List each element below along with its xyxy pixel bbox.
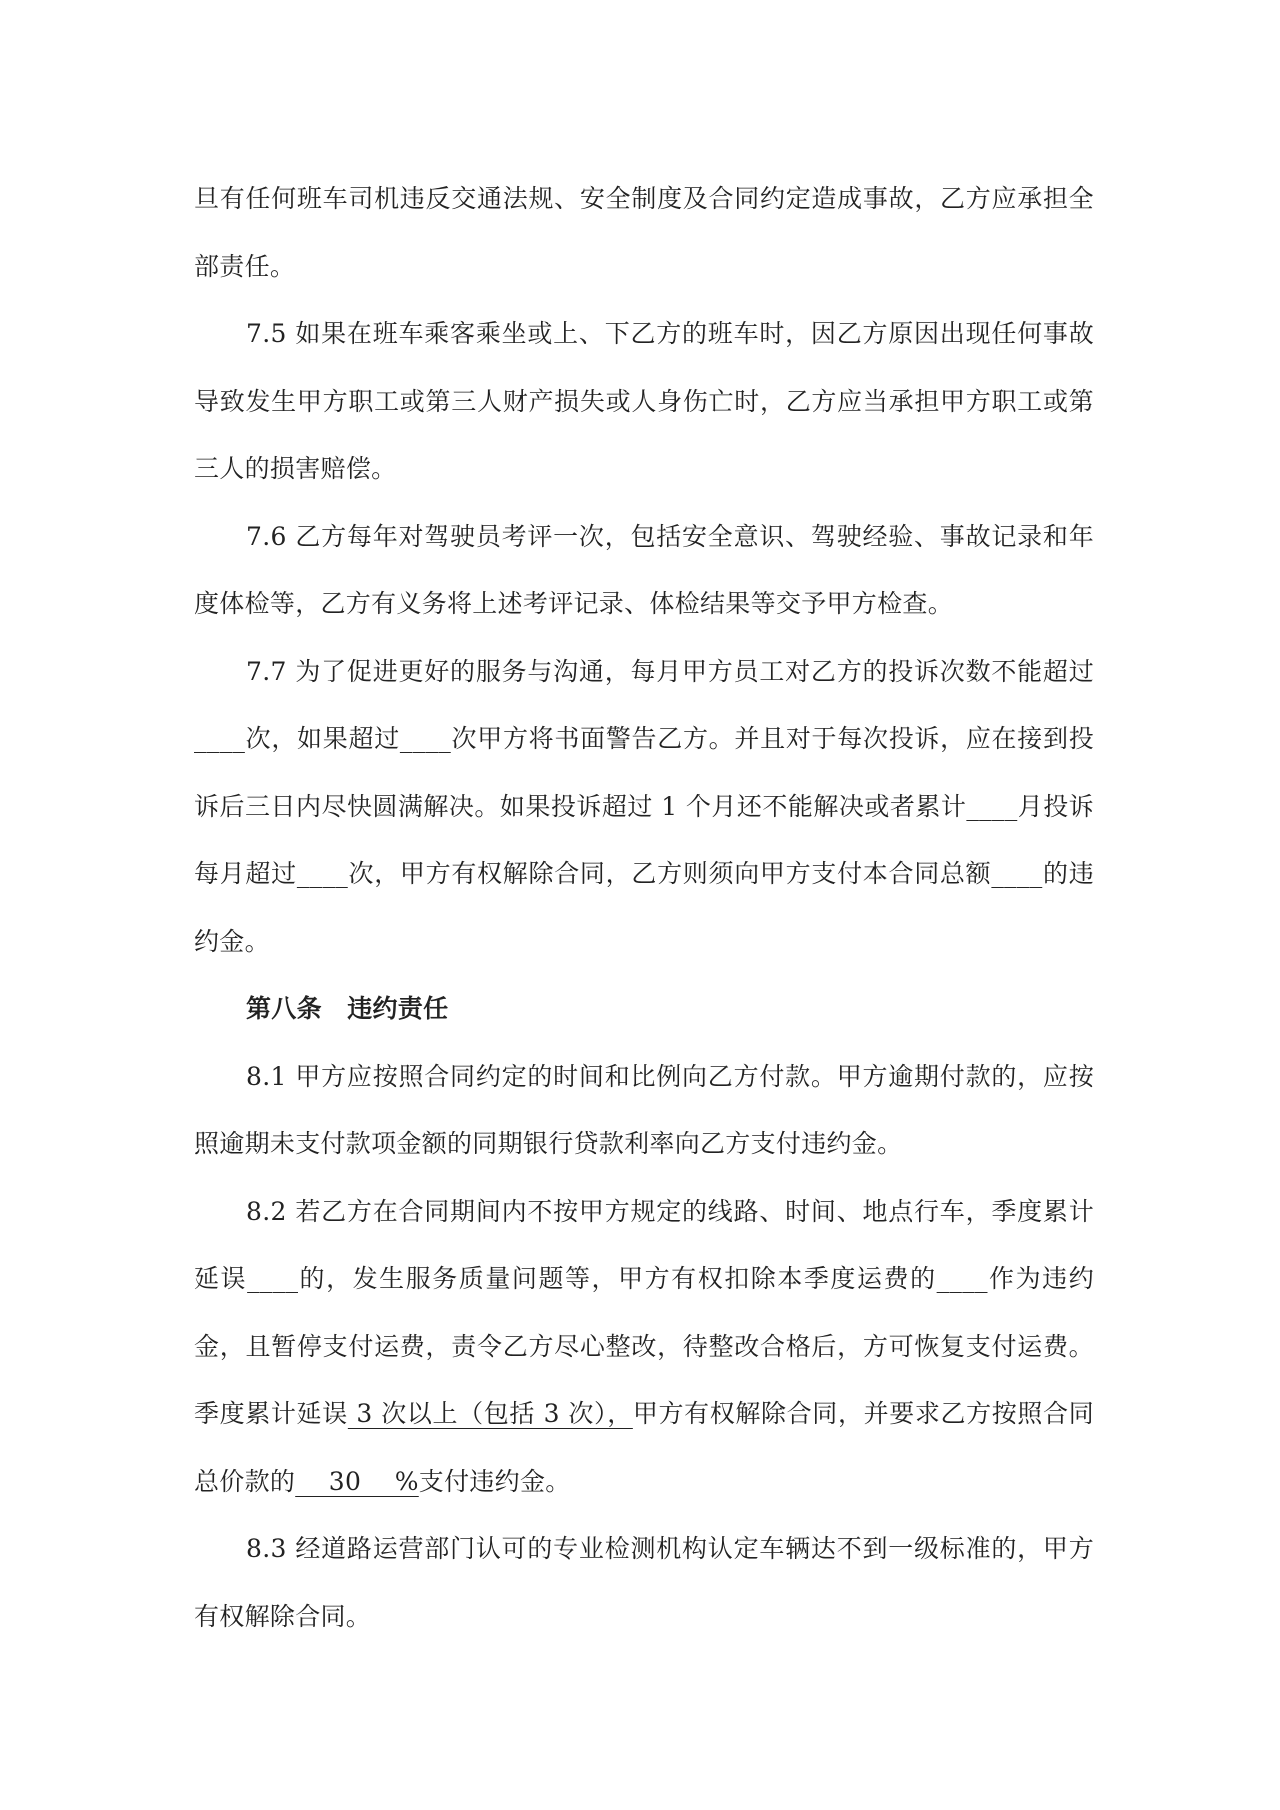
paragraph-7-6: 7.6 乙方每年对驾驶员考评一次，包括安全意识、驾驶经验、事故记录和年度体检等，乙方有义务将上述考评记录、体检结果等交予甲方检查。: [194, 521, 1094, 618]
document-body: [194, 165, 1094, 1650]
paragraph-8-2-text-b: 甲方有权解除合同，并要求乙方按照合同总价款的: [194, 1399, 1094, 1496]
paragraph-7-4-continued: 旦有任何班车司机违反交通法规、安全制度及合同约定造成事故，乙方应承担全部责任。: [194, 184, 1094, 281]
section-heading-article-8: 第八条 违约责任: [246, 994, 449, 1023]
paragraph-8-3: 8.3 经道路运营部门认可的专业检测机构认定车辆达不到一级标准的，甲方有权解除合同。: [194, 1534, 1094, 1631]
paragraph-8-2-text-a: 8.2 若乙方在合同期间内不按甲方规定的线路、时间、地点行车，季度累计延误____的，发生服务质量问题等，甲方有权扣除本季度运费的____作为违约金，且暂停支付运费，责令乙方尽心整改，待整改合格后，方可恢复支付运费。季度累计延误: [194, 1196, 1094, 1428]
underlined-penalty-percent: 30 %: [295, 1466, 419, 1496]
paragraph-8-1: 8.1 甲方应按照合同约定的时间和比例向乙方付款。甲方逾期付款的，应按照逾期未支付款项金额的同期银行贷款利率向乙方支付违约金。: [194, 1061, 1094, 1158]
paragraph-7-7: 7.7 为了促进更好的服务与沟通，每月甲方员工对乙方的投诉次数不能超过____次，如果超过____次甲方将书面警告乙方。并且对于每次投诉，应在接到投诉后三日内尽快圆满解决。如果投诉超过 1 个月还不能解决或者累计____月投诉每月超过____次，甲方有权解除合同，乙方则须向甲方支付本合同总额____的违约金。: [194, 656, 1094, 956]
underlined-delay-count: 3 次以上（包括 3 次），: [347, 1399, 633, 1428]
paragraph-8-2: [194, 1178, 1094, 1516]
paragraph-8-2-text-c: 支付违约金。: [418, 1466, 571, 1496]
paragraph-7-5: 7.5 如果在班车乘客乘坐或上、下乙方的班车时，因乙方原因出现任何事故导致发生甲方职工或第三人财产损失或人身伤亡时，乙方应当承担甲方职工或第三人的损害赔偿。: [194, 319, 1094, 483]
